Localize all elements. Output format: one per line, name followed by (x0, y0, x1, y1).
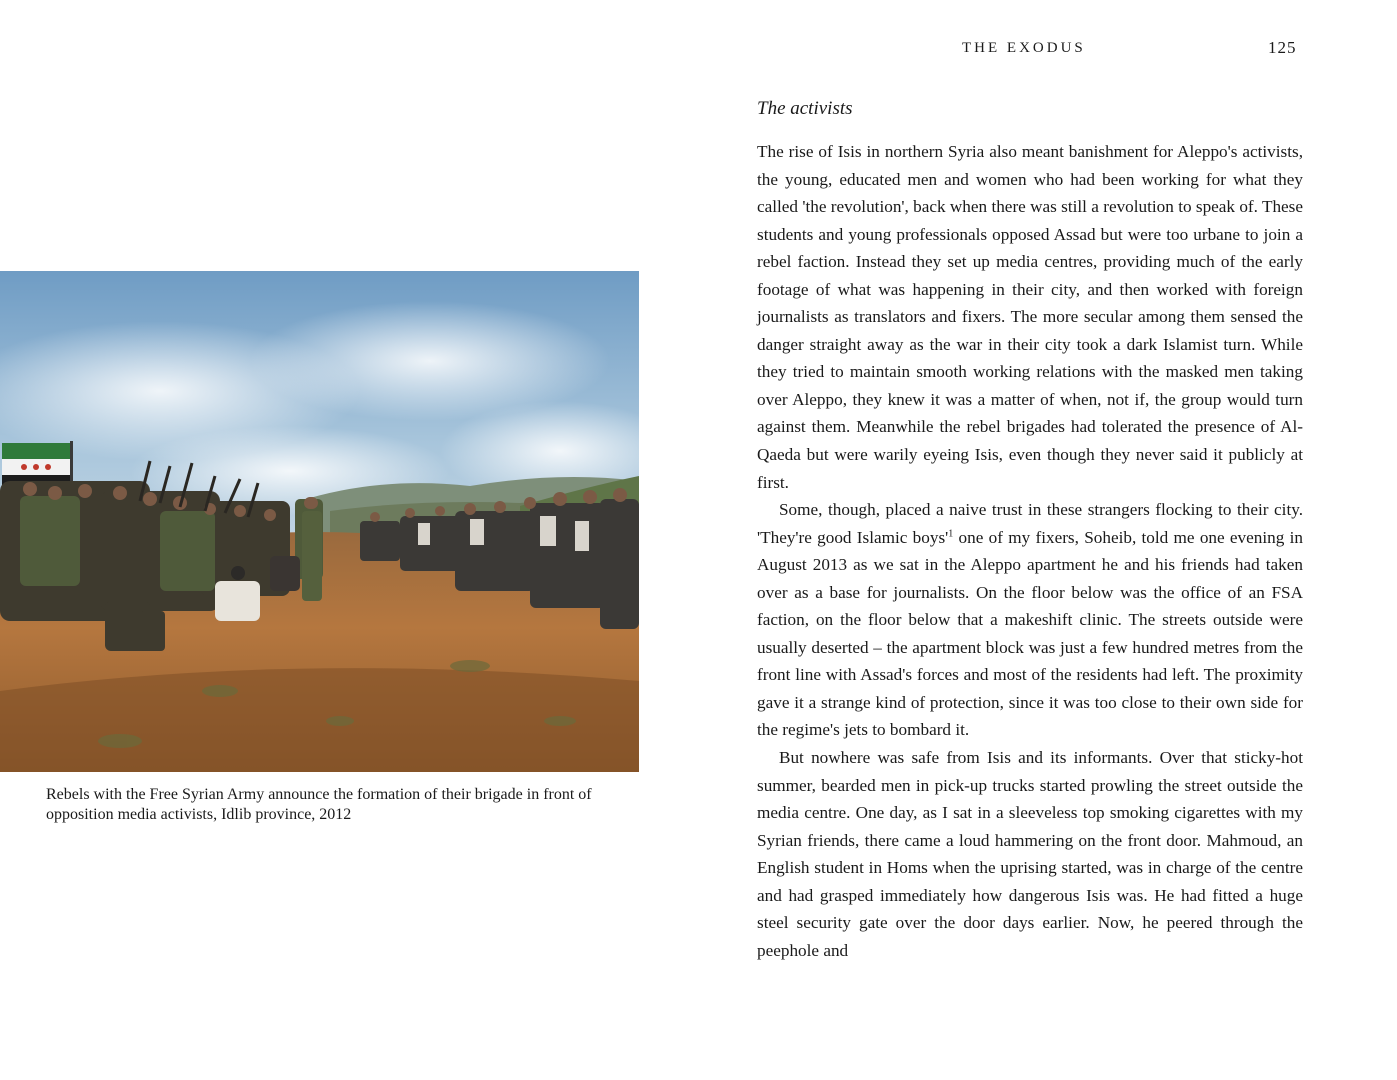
paragraph-2 (757, 496, 1303, 744)
footnote-marker: 1 (948, 527, 954, 539)
running-head: THE EXODUS (962, 40, 1086, 56)
paragraph-1: The rise of Isis in northern Syria also meant banishment for Aleppo's activists, the young, educated men and women who had been working for what they called 'the revolution', back when there was still a revolution to speak of. These students and young professionals opposed Assad but were too urbane to join a rebel faction. Instead they set up media centres, providing much of the early footage of what was happening in their city, and then worked with foreign journalists as translators and fixers. The more secular among them sensed the danger straight away as the war in their city took a dark Islamist turn. While they tried to maintain smooth working relations with the masked men taking over Aleppo, they knew it was a matter of when, not if, the group would turn against them. Meanwhile the rebel brigades had tolerated the presence of Al-Qaeda but were warily eyeing Isis, even though they never said it publicly at first. (757, 142, 1303, 492)
rebels-photo (0, 271, 639, 772)
photo-caption: Rebels with the Free Syrian Army announce the formation of their brigade in front of opposition media activists, Idlib province, 2012 (46, 786, 592, 823)
page-number: 125 (1268, 38, 1297, 57)
body-text (757, 138, 1303, 964)
section-title: The activists (757, 98, 853, 119)
paragraph-2-text-b: one of my fixers, Soheib, told me one evening in August 2013 as we sat in the Aleppo apartment he and his friends had taken over as a base for journalists. On the floor below was the office of an FSA faction, on the floor below that a makeshift clinic. The streets outside were usually deserted – the apartment block was just a few hundred metres from the front line with Assad's forces and most of the residents had left. The proximity gave it a strange kind of protection, since it was too close to their own side for the regime's jets to bombard it. (757, 527, 1303, 740)
paragraph-3: But nowhere was safe from Isis and its informants. Over that sticky-hot summer, bearded men in pick-up trucks started prowling the street outside the media centre. One day, as I sat in a sleeveless top smoking cigarettes with my Syrian friends, there came a loud hammering on the front door. Mahmoud, an English student in Homs when the uprising started, was in charge of the centre and had grasped immediately how dangerous Isis was. He had fitted a huge steel security gate over the door days earlier. Now, he peered through the peephole and (757, 748, 1303, 960)
paragraph-2-text-a: Some, though, placed a naive trust in these strangers flocking to their city. 'They're good Islamic boys' (757, 500, 1303, 547)
